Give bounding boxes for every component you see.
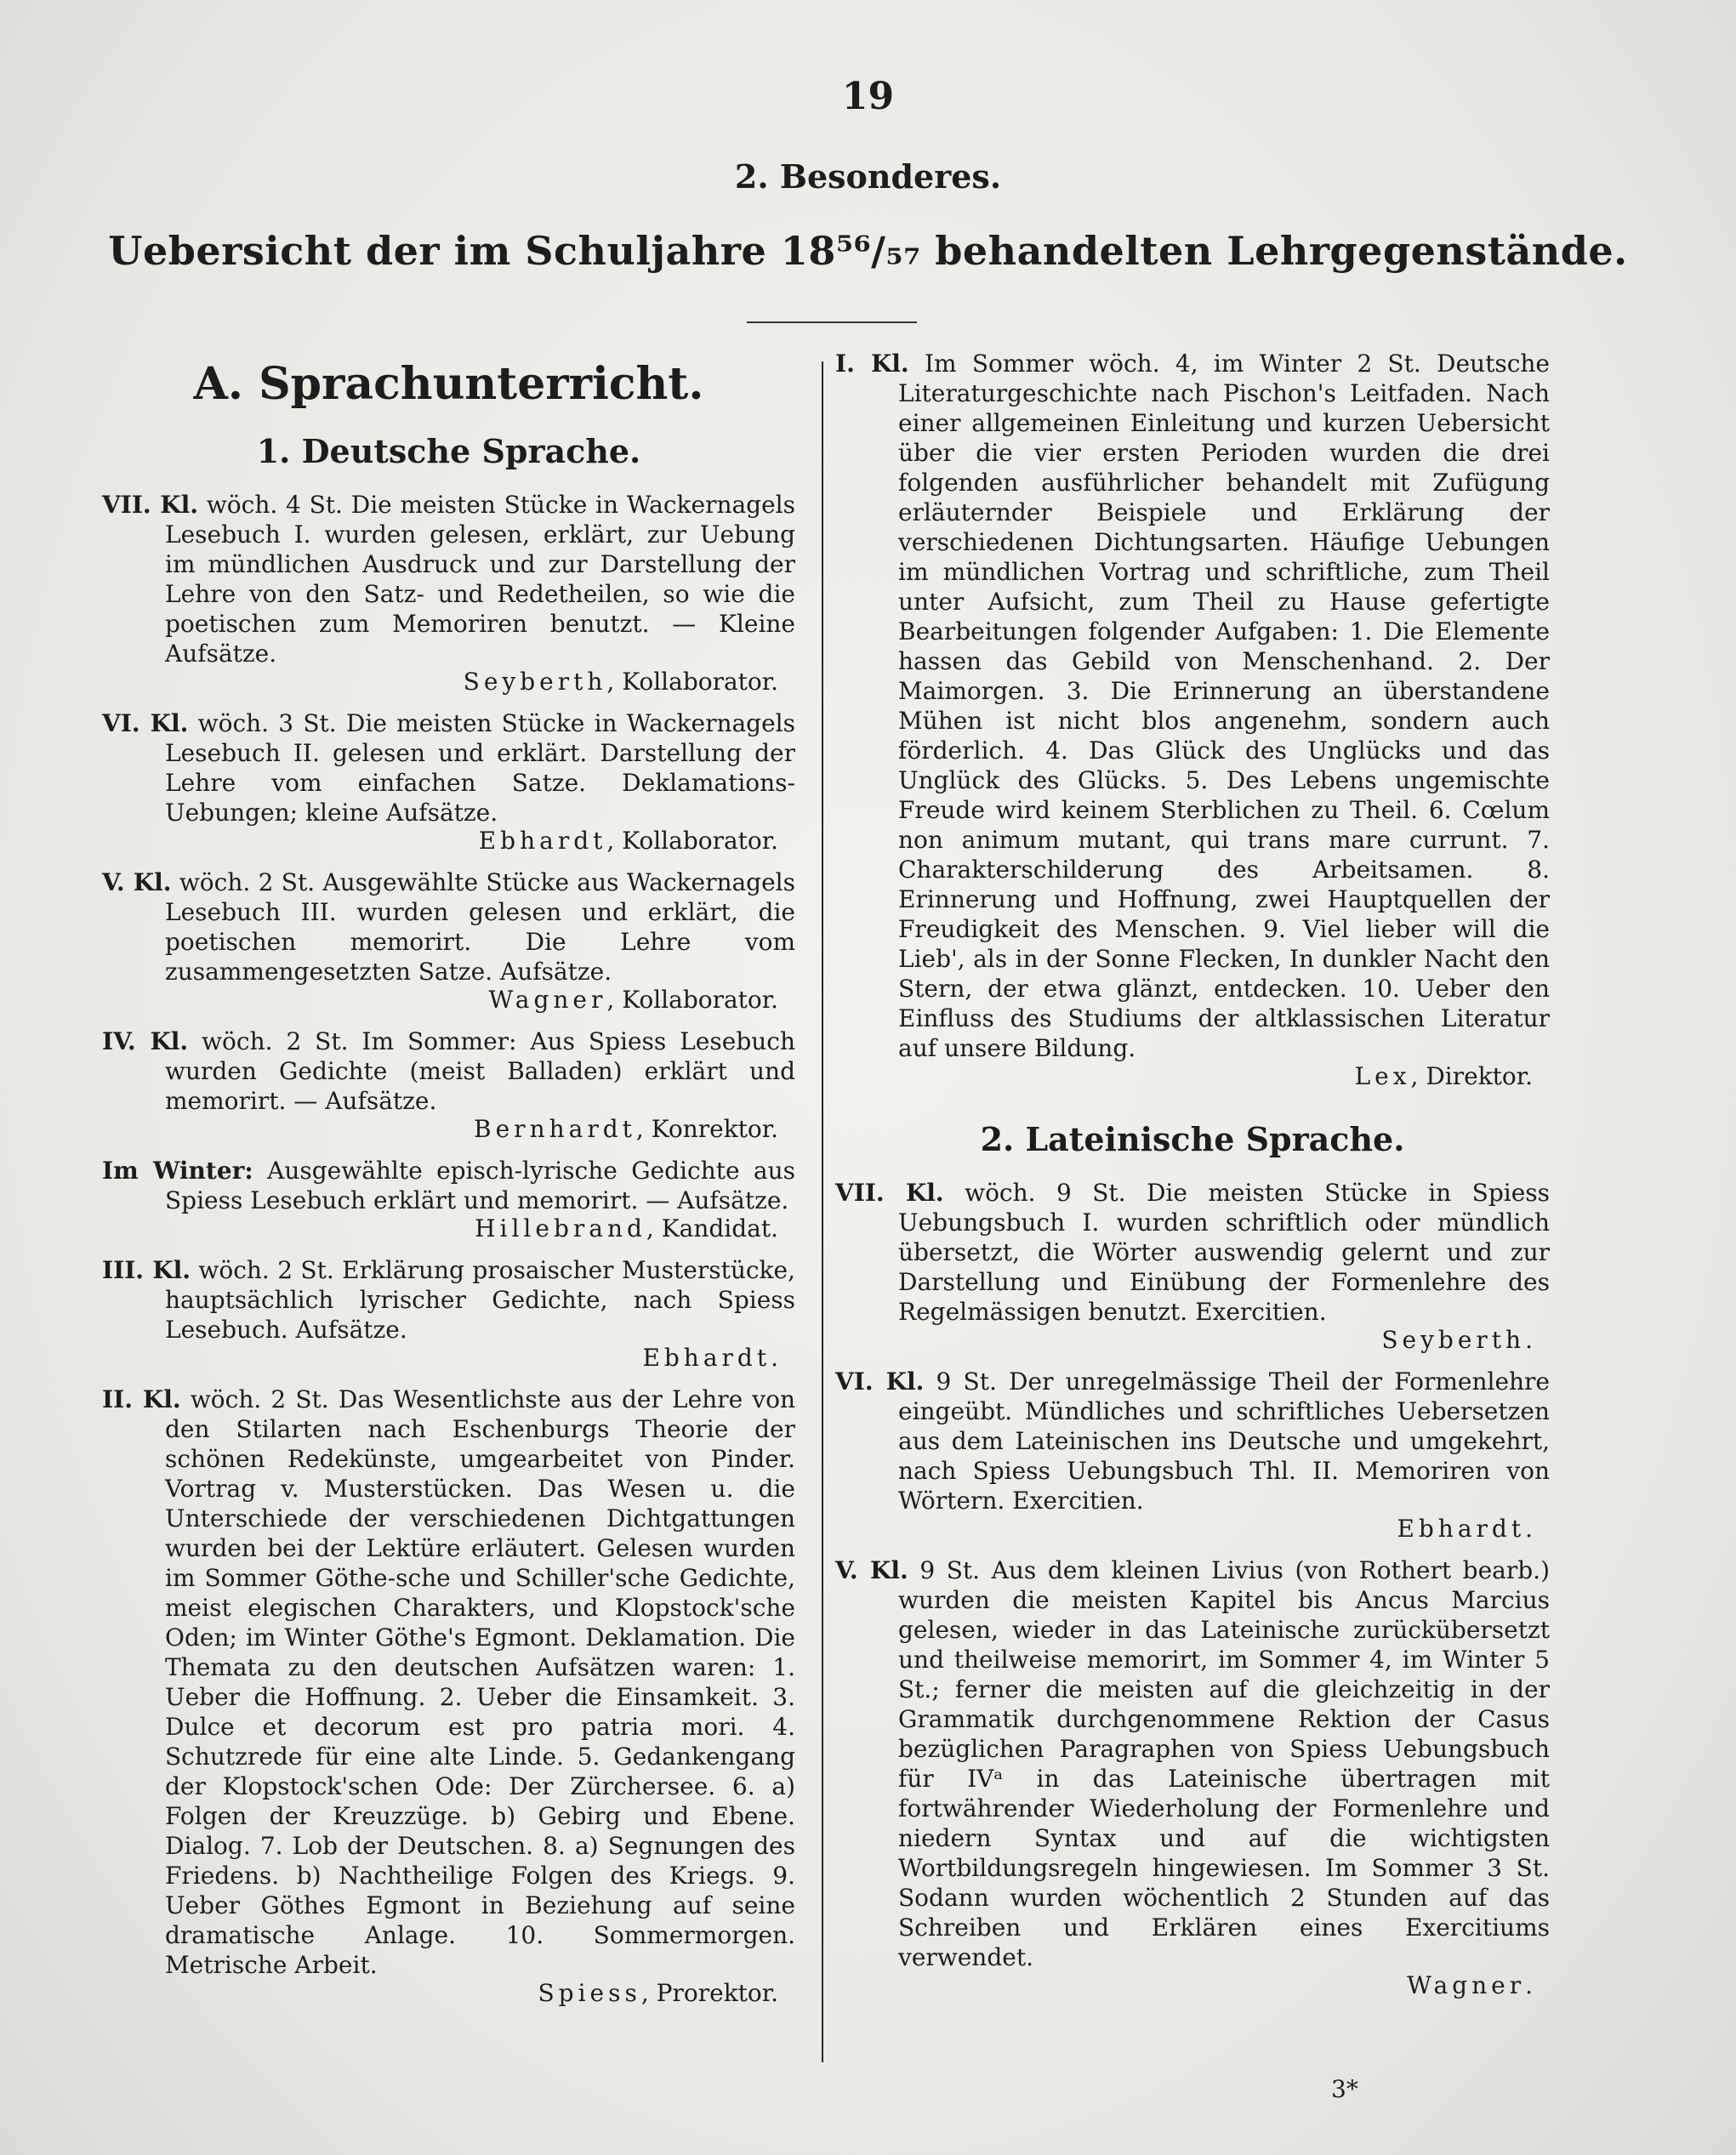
entry-class-label: VII. Kl. (835, 1179, 944, 1207)
teacher-role: . (771, 1344, 778, 1372)
left-entries (102, 490, 795, 2008)
entry-class-label: V. Kl. (102, 868, 172, 896)
entry-class-label: VI. Kl. (835, 1367, 925, 1396)
entry-text: Ausgewählte episch-lyrische Gedichte aus Spiess Lesebuch erklärt und memorirt. — Aufsätze. (165, 1157, 796, 1214)
teacher-signature (165, 826, 795, 856)
page-title: Uebersicht der im Schuljahre 18⁵⁶/₅₇ behandelten Lehrgegenstände. (108, 228, 1628, 274)
right-entries-bottom (835, 1178, 1550, 2000)
entry-text: wöch. 2 St. Ausgewählte Stücke aus Wackernagels Lesebuch III. wurden gelesen und erklärt, die poetischen memorirt. Die Lehre vom zusammengesetzten Satze. Aufsätze. (165, 868, 795, 986)
teacher-name: Ebhardt (478, 827, 607, 855)
heading-sprachunterricht: A. Sprachunterricht. (193, 358, 704, 410)
entry (835, 1555, 1550, 2000)
entry-text: 9 St. Aus dem kleinen Livius (von Rothert bearb.) wurden die meisten Kapitel bis Ancus Marcius gelesen, wieder in das Lateinische zurückübersetzt und theilweise memorirt, im Sommer 4, im Winter 5 St.; ferner die meisten auf die gleichzeitig in der Grammatik durchgenommene Rektion der Casus bezüglichen Paragraphen von Spiess Uebungsbuch für IVᵃ in das Lateinische übertragen mit fortwährender Wiederholung der Formenlehre und niedern Syntax und auf die wichtigsten Wortbildungsregeln hingewiesen. Im Sommer 3 St. Sodann wurden wöchentlich 2 Stunden auf das Schreiben und Erklären eines Exercitiums verwendet. (898, 1556, 1551, 1971)
teacher-name: Seyberth (463, 668, 607, 696)
right-column (835, 349, 1550, 2012)
page-number: 19 (841, 75, 895, 118)
entry-text: wöch. 2 St. Erklärung prosaischer Musterstücke, hauptsächlich lyrischer Gedichte, nach Spiess Lesebuch. Aufsätze. (165, 1256, 795, 1344)
teacher-name: Spiess (538, 1979, 641, 2007)
teacher-role: , Kollaborator. (606, 986, 778, 1014)
entry (102, 1026, 795, 1144)
teacher-signature (898, 1325, 1550, 1355)
teacher-role: , Prorektor. (640, 1979, 778, 2007)
entry-class-label: I. Kl. (835, 350, 909, 378)
teacher-name: Wagner (1407, 1971, 1526, 1999)
teacher-name: Wagner (488, 986, 607, 1014)
entry (102, 1385, 795, 2008)
teacher-signature (165, 985, 795, 1015)
teacher-name: Lex (1354, 1062, 1411, 1090)
entry-text: 9 St. Der unregelmässige Theil der Formenlehre eingeübt. Mündliches und schriftliches Uebersetzen aus dem Lateinischen ins Deutsche und umgekehrt, nach Spiess Uebungsbuch Thl. II. Memoriren von Wörtern. Exercitien. (898, 1367, 1550, 1515)
teacher-signature (165, 1343, 795, 1373)
teacher-name: Hillebrand (475, 1214, 646, 1242)
teacher-role: , Direktor. (1410, 1062, 1533, 1090)
teacher-name: Ebhardt (1397, 1515, 1526, 1543)
entry (102, 490, 795, 697)
entry-class-label: IV. Kl. (102, 1027, 189, 1055)
title-divider (747, 321, 917, 323)
entry (835, 1367, 1550, 1544)
teacher-role: , Kandidat. (646, 1214, 778, 1242)
entry-text: wöch. 2 St. Das Wesentlichste aus der Lehre von den Stilarten nach Eschenburgs Theorie der schönen Redekünste, umgearbeitet von Pinder. Vortrag v. Musterstücken. Das Wesen u. die Unterschiede der verschiedenen Dichtgattungen wurden bei der Lektüre erläutert. Gelesen wurden im Sommer Göthe-sche und Schiller'sche Gedichte, meist elegischen Charakters, und Klopstock'sche Oden; im Winter Göthe's Egmont. Deklamation. Die Themata zu den deutschen Aufsätzen waren: 1. Ueber die Hoffnung. 2. Ueber die Einsamkeit. 3. Dulce et decorum est pro patria mori. 4. Schutzrede für eine alte Linde. 5. Gedankengang der Klopstock'schen Ode: Der Zürchersee. 6. a) Folgen der Kreuzzüge. b) Gebirg und Ebene. Dialog. 7. Lob der Deutschen. 8. a) Segnungen des Friedens. b) Nachtheilige Folgen des Kriegs. 9. Ueber Göthes Egmont in Beziehung auf seine dramatische Anlage. 10. Sommermorgen. Metrische Arbeit. (165, 1385, 795, 1979)
signature-mark: 3* (1331, 2075, 1358, 2103)
entry (102, 708, 795, 856)
entry-text: wöch. 9 St. Die meisten Stücke in Spiess Uebungsbuch I. wurden schriftlich oder mündlich übersetzt, die Wörter auswendig gelernt und zur Darstellung und Einübung der Formenlehre des Regelmässigen benutzt. Exercitien. (898, 1179, 1551, 1326)
teacher-signature (165, 1114, 795, 1144)
entry-text: wöch. 4 St. Die meisten Stücke in Wackernagels Lesebuch I. wurden gelesen, erklärt, zur Uebung im mündlichen Ausdruck und zur Darstellung der Lehre von den Satz- und Redetheilen, so wie die poetischen zum Memoriren benutzt. — Kleine Aufsätze. (165, 491, 796, 668)
teacher-role: . (1525, 1326, 1533, 1354)
entry-class-label: V. Kl. (835, 1556, 908, 1584)
teacher-role: , Konrektor. (635, 1115, 778, 1143)
teacher-signature (898, 1061, 1550, 1091)
heading-lateinische-sprache: 2. Lateinische Sprache. (980, 1120, 1405, 1158)
teacher-role: . (1525, 1515, 1533, 1543)
teacher-signature (165, 1978, 795, 2008)
teacher-signature (898, 1970, 1550, 2000)
entry-class-label: II. Kl. (102, 1385, 181, 1413)
entry-text: Im Sommer wöch. 4, im Winter 2 St. Deutsche Literaturgeschichte nach Pischon's Leitfaden. Nach einer allgemeinen Einleitung und kurzen Uebersicht über die vier ersten Perioden wurden die drei folgenden ausführlicher behandelt mit Zufügung erläuternder Beispiele und Erklärung der verschiedenen Dichtungsarten. Häufige Uebungen im mündlichen Vortrag und schriftliche, zum Theil unter Aufsicht, zum Theil zu Hause gefertigte Bearbeitungen folgender Aufgaben: 1. Die Elemente hassen das Gebild von Menschenhand. 2. Der Maimorgen. 3. Die Erinnerung an überstandene Mühen ist nicht blos angenehm, sondern auch förderlich. 4. Das Glück des Unglücks und das Unglück des Glücks. 5. Des Lebens ungemischte Freude wird keinem Sterblichen zu Theil. 6. Cœlum non animum mutant, qui trans mare currunt. 7. Charakterschilderung des Arbeitsamen. 8. Erinnerung und Hoffnung, zwei Hauptquellen der Freudigkeit des Menschen. 9. Viel lieber will die Lieb', als in der Sonne Flecken, In dunkler Nacht den Stern, der etwa glänzt, entdecken. 10. Ueber den Einfluss des Studiums der altklassischen Literatur auf unsere Bildung. (898, 350, 1550, 1062)
entry (835, 349, 1550, 1091)
right-entries-top (835, 349, 1550, 1091)
entry-class-label: Im Winter: (102, 1157, 253, 1185)
teacher-role: , Kollaborator. (606, 668, 778, 696)
teacher-role: , Kollaborator. (606, 827, 778, 855)
teacher-name: Seyberth (1381, 1326, 1526, 1354)
teacher-name: Ebhardt (642, 1344, 771, 1372)
entry (102, 1255, 795, 1373)
heading-deutsche-sprache: 1. Deutsche Sprache. (256, 432, 641, 470)
teacher-role: . (1525, 1971, 1533, 1999)
entry-class-label: III. Kl. (102, 1256, 191, 1284)
entry (102, 1156, 795, 1243)
entry (835, 1178, 1550, 1355)
left-column (102, 349, 795, 2020)
teacher-name: Bernhardt (474, 1115, 636, 1143)
section-label: 2. Besonderes. (734, 157, 1002, 196)
teacher-signature (165, 1214, 795, 1243)
entry-text: wöch. 2 St. Im Sommer: Aus Spiess Lesebuch wurden Gedichte (meist Balladen) erklärt und memorirt. — Aufsätze. (165, 1027, 795, 1115)
entry-text: wöch. 3 St. Die meisten Stücke in Wackernagels Lesebuch II. gelesen und erklärt. Darstellung der Lehre vom einfachen Satze. Deklamations-Uebungen; kleine Aufsätze. (165, 709, 795, 827)
teacher-signature (165, 667, 795, 697)
column-divider (822, 361, 823, 2062)
entry-class-label: VI. Kl. (102, 709, 189, 737)
entry (102, 867, 795, 1015)
teacher-signature (898, 1514, 1550, 1544)
entry-class-label: VII. Kl. (102, 491, 199, 519)
